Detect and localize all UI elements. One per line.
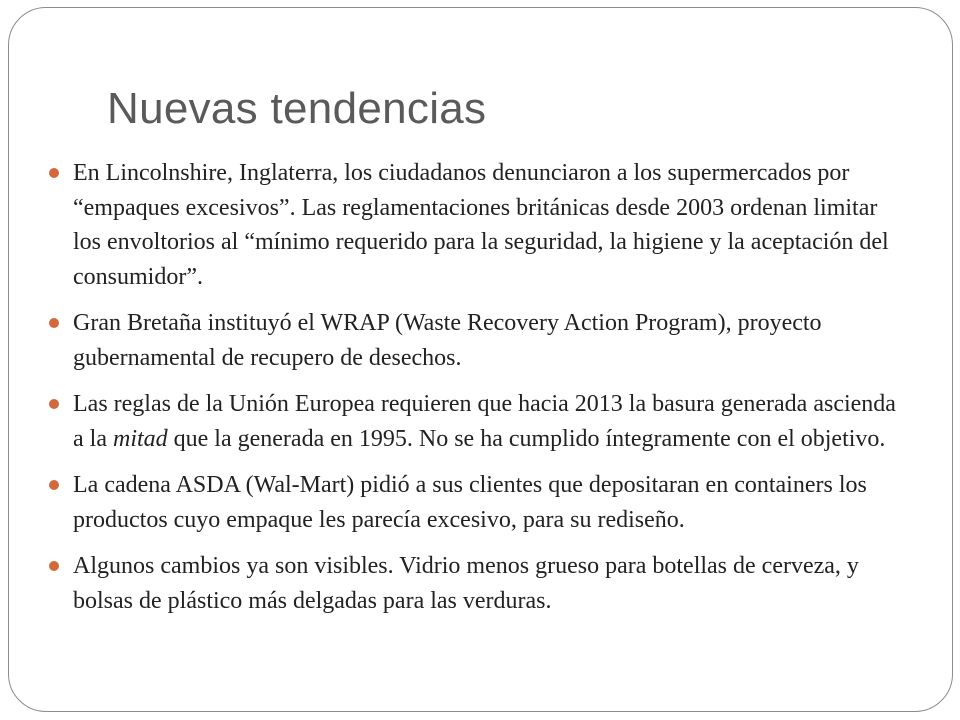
bullet-text: En Lincolnshire, Inglaterra, los ciudadanos denunciaron a los supermercados por “empaques excesivos”. Las reglamentaciones británicas desde 2003 ordenan limitar los envoltorios al “mínimo requerido para la seguridad, la higiene y la aceptación del consumidor”. (73, 160, 889, 290)
emphasis-text: mitad (112, 425, 168, 452)
bullet-item (49, 549, 909, 618)
bullet-text: Las reglas de la Unión Europea requieren que hacia 2013 la basura generada ascienda a la mitad que la generada en 1995. No se ha cumplido íntegramente con el objetivo. (73, 391, 896, 452)
bullet-dot-icon (49, 399, 59, 409)
bullet-item (49, 156, 909, 294)
bullet-dot-icon (49, 168, 59, 178)
bullet-item (49, 387, 909, 456)
bullet-text: Algunos cambios ya son visibles. Vidrio menos grueso para botellas de cerveza, y bolsas de plástico más delgadas para las verduras. (73, 553, 859, 614)
bullet-dot-icon (49, 561, 59, 571)
bullet-text: Gran Bretaña instituyó el WRAP (Waste Recovery Action Program), proyecto gubernamental de recupero de desechos. (73, 310, 822, 371)
slide-title: Nuevas tendencias (107, 84, 487, 133)
bullet-dot-icon (49, 318, 59, 328)
bullet-item (49, 468, 909, 537)
bullet-text: La cadena ASDA (Wal-Mart) pidió a sus clientes que depositaran en containers los productos cuyo empaque les parecía excesivo, para su rediseño. (73, 472, 867, 533)
bullet-dot-icon (49, 480, 59, 490)
bullet-list (49, 156, 909, 630)
bullet-item (49, 306, 909, 375)
